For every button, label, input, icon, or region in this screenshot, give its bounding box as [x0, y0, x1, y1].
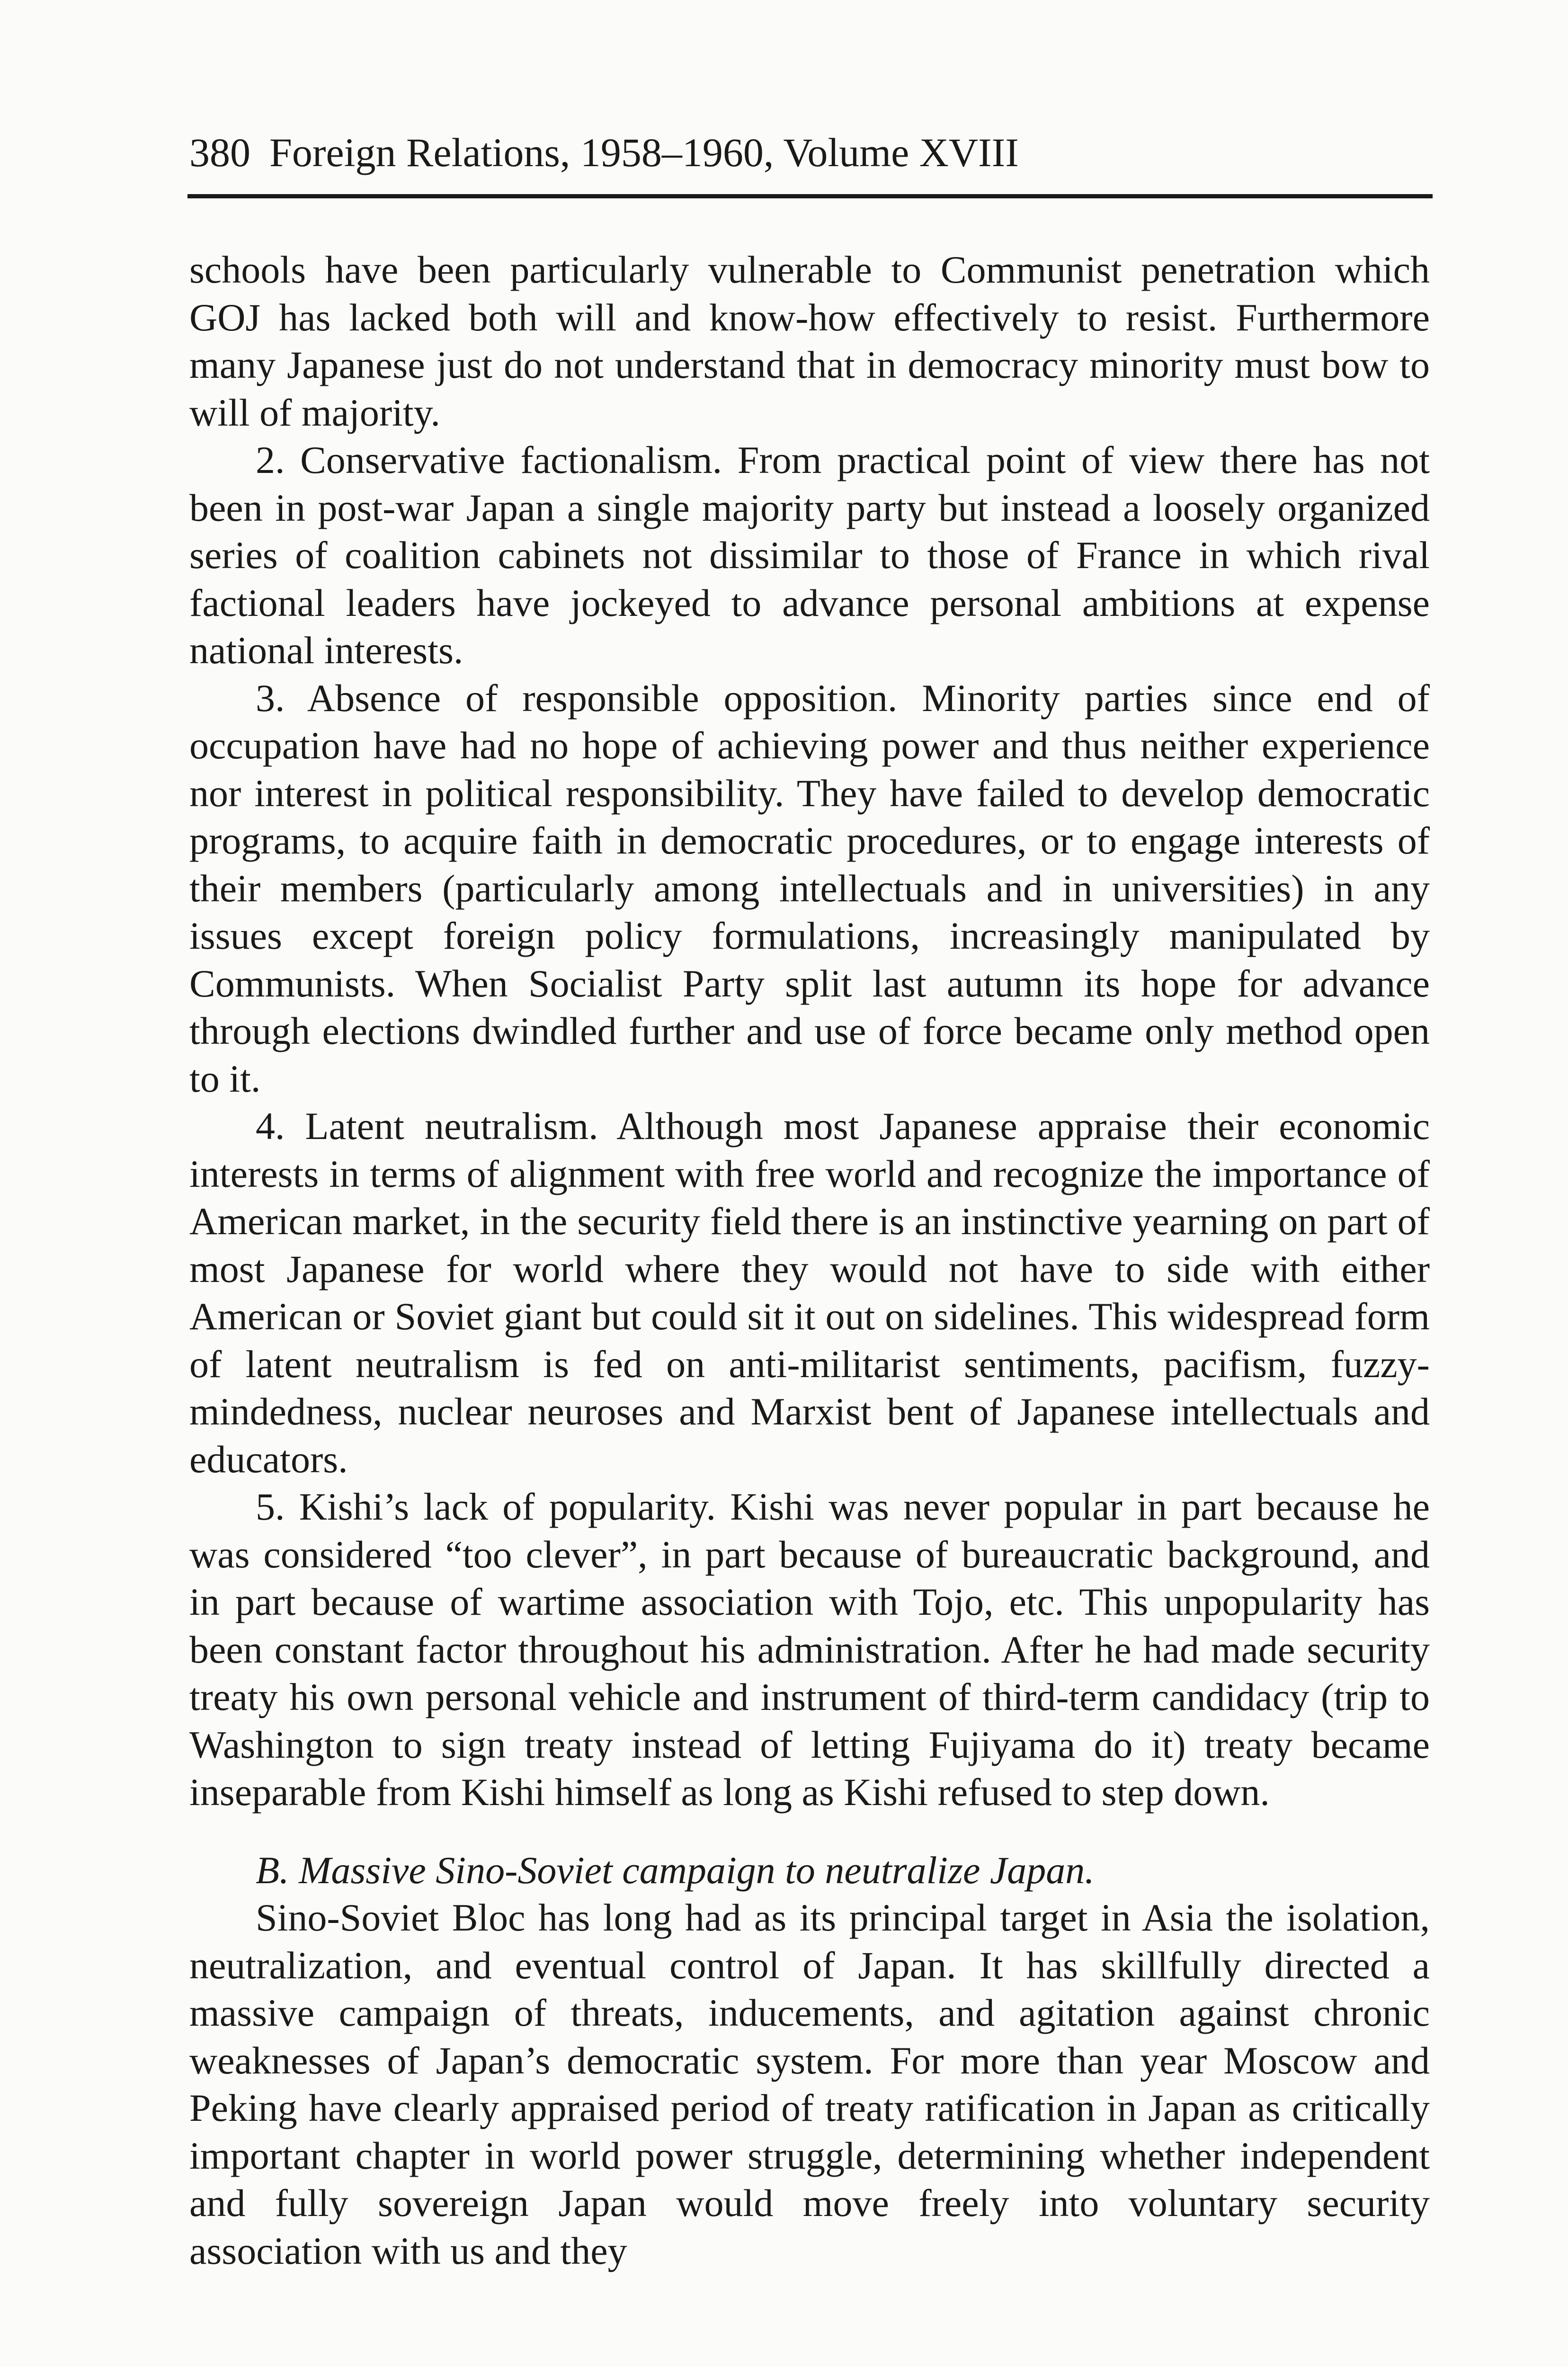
paragraph-conservative-factionalism: 2. Conservative factionalism. From practical point of view there has not been in post-war Japan a single majority party but instead a loosely organized series of coalition cabinets not dissimilar to those of France in which rival factional leaders have jockeyed to advance personal ambitions at expense national interests.	[189, 438, 1430, 672]
running-header	[189, 124, 1430, 181]
body-text	[189, 246, 1430, 2275]
paragraph-kishi-popularity: 5. Kishi’s lack of popularity. Kishi was never popular in part because he was considered “too clever”, in part because of bureaucratic background, and in part because of wartime association with Tojo, etc. This unpopularity has been constant factor throughout his administration. After he had made security treaty his own personal vehicle and instrument of third-term candidacy (trip to Washington to sign treaty instead of letting Fujiyama do it) treaty became inseparable from Kishi himself as long as Kishi refused to step down.	[189, 1485, 1430, 1814]
page-number: 380	[189, 130, 250, 175]
running-title: Foreign Relations, 1958–1960, Volume XVIII	[269, 130, 1019, 175]
paragraph-latent-neutralism: 4. Latent neutralism. Although most Japanese appraise their economic interests in terms of alignment with free world and recognize the importance of American market, in the security field there is an instinctive yearning on part of most Japanese for world where they would not have to side with either American or Soviet giant but could sit it out on sidelines. This widespread form of latent neutralism is fed on anti-militarist sentiments, pacifism, fuzzy-mindedness, nuclear neuroses and Marxist bent of Japanese intellectuals and educators.	[189, 1104, 1430, 1481]
paragraph-absence-of-opposition: 3. Absence of responsible opposition. Minority parties since end of occupation have had no hope of achieving power and thus neither experience nor interest in political responsibility. They have failed to develop democratic programs, to acquire faith in democratic procedures, or to engage interests of their members (particularly among intellectuals and in universities) in any issues except foreign policy formulations, increasingly manipulated by Communists. When Socialist Party split last autumn its hope for advance through elections dwindled further and use of force became only method open to it.	[189, 676, 1430, 1100]
header-rule	[187, 194, 1433, 198]
paragraph-sino-soviet-campaign: Sino-Soviet Bloc has long had as its principal target in Asia the isolation, neutralization, and eventual control of Japan. It has skillfully directed a massive campaign of threats, inducements, and agitation against chronic weaknesses of Japan’s democratic system. For more than year Moscow and Peking have clearly appraised period of treaty ratification in Japan as critically important chapter in world power struggle, determining whether independent and fully sovereign Japan would move freely into voluntary security association with us and they	[189, 1896, 1430, 2272]
section-heading: B. Massive Sino-Soviet campaign to neutralize Japan.	[256, 1848, 1095, 1892]
paragraph-continuation: schools have been particularly vulnerable to Communist penetration which GOJ has lacked both will and know-how effectively to resist. Furthermore many Japanese just do not understand that in democracy minority must bow to will of majority.	[189, 248, 1430, 434]
